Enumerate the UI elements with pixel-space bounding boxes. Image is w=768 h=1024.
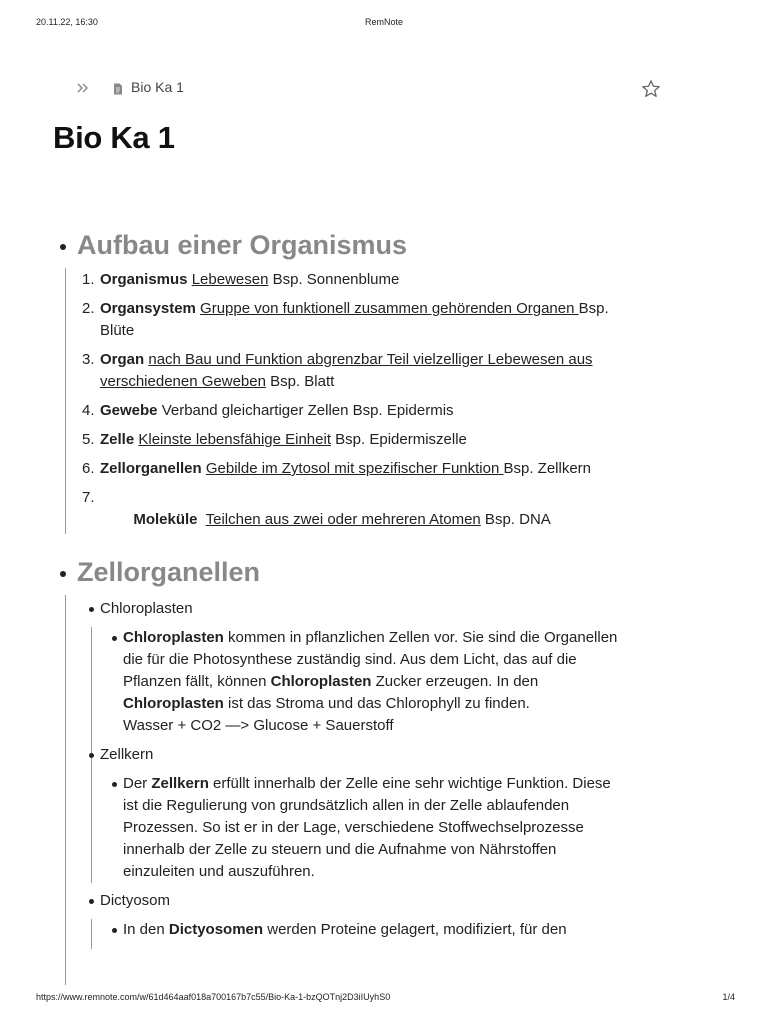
section-aufbau xyxy=(58,228,638,553)
document-content xyxy=(58,228,638,948)
item-label: Dictyosom xyxy=(100,892,171,909)
detail-text: erfüllt innerhalb der Zelle eine sehr wichtige Funktion. Diese ist die Regulierung von grundsätzlich allen in der Zelle ablaufenden Prozessen. So ist er in der Lage, verschiedene Stoffwechselprozesse innerhalb der Zelle zu steuern und die Aufnahme von Nährstoffen einzuleiten und auszuführen. xyxy=(123,775,611,880)
item-term: Moleküle xyxy=(133,511,198,528)
section-title: Zellorganellen xyxy=(77,557,261,587)
list-item[interactable] xyxy=(58,458,638,480)
expand-sidebar-icon[interactable] xyxy=(76,78,94,98)
list-item-detail[interactable] xyxy=(58,627,623,737)
list-item-dictyosom[interactable] xyxy=(58,890,638,912)
item-sep xyxy=(198,511,206,528)
bullet-icon[interactable] xyxy=(112,928,117,933)
item-example: Bsp. Sonnenblume xyxy=(268,271,400,288)
bullet-icon[interactable] xyxy=(89,607,94,612)
list-item-detail[interactable] xyxy=(58,773,623,883)
list-item[interactable] xyxy=(58,298,638,342)
item-number: 2. xyxy=(82,300,95,317)
list-item[interactable] xyxy=(58,400,638,422)
list-item[interactable] xyxy=(58,429,638,451)
item-number: 5. xyxy=(82,431,95,448)
bold-term: Zellkern xyxy=(151,775,209,792)
detail-text: ist das Stroma und das Chlorophyll zu finden. xyxy=(223,695,530,712)
item-example: Verband gleichartiger Zellen Bsp. Epidermis xyxy=(161,402,454,419)
zellkern-children xyxy=(58,773,638,883)
organism-levels-list xyxy=(58,269,638,553)
item-term: Zellorganellen xyxy=(100,460,202,477)
list-item-zellkern[interactable] xyxy=(58,744,638,766)
item-label: Zellkern xyxy=(100,746,154,763)
item-example: Bsp. Blüte xyxy=(100,300,609,339)
bullet-icon[interactable] xyxy=(89,899,94,904)
page-title: Bio Ka 1 xyxy=(53,120,175,155)
equation-text: Wasser + CO2 —> Glucose + Sauerstoff xyxy=(123,717,394,734)
list-item-chloroplasten[interactable] xyxy=(58,598,638,620)
item-number: 4. xyxy=(82,402,95,419)
item-definition: Kleinste lebensfähige Einheit xyxy=(138,431,331,448)
item-label: Chloroplasten xyxy=(100,600,193,617)
item-example: Bsp. Epidermiszelle xyxy=(331,431,467,448)
document-icon xyxy=(113,82,123,94)
print-url: https://www.remnote.com/w/61d464aaf018a700167b7c55/Bio-Ka-1-bzQOTnj2D3iIUyhS0 xyxy=(36,992,391,1002)
item-number: 7. xyxy=(82,489,95,506)
breadcrumb-document[interactable]: Bio Ka 1 xyxy=(131,79,184,95)
item-definition: Lebewesen xyxy=(191,271,269,288)
item-term: Zelle xyxy=(100,431,135,448)
chloroplasten-children xyxy=(58,627,638,737)
star-icon[interactable] xyxy=(640,78,662,100)
breadcrumb xyxy=(76,78,666,100)
bullet-icon[interactable] xyxy=(89,753,94,758)
section-header[interactable] xyxy=(58,228,638,268)
section-header[interactable] xyxy=(58,555,638,595)
print-datetime: 20.11.22, 16:30 xyxy=(36,17,98,27)
item-definition: Gruppe von funktionell zusammen gehörenden Organen xyxy=(200,300,579,317)
item-number: 1. xyxy=(82,271,95,288)
bullet-icon[interactable] xyxy=(112,636,117,641)
print-page-number: 1/4 xyxy=(722,992,735,1002)
bullet-icon[interactable] xyxy=(112,782,117,787)
list-item[interactable] xyxy=(58,349,638,393)
list-item[interactable] xyxy=(58,487,638,553)
detail-text: In den xyxy=(123,921,169,938)
list-item[interactable] xyxy=(58,269,638,291)
bold-term: Chloroplasten xyxy=(270,673,372,690)
item-number: 6. xyxy=(82,460,95,477)
item-term: Organ xyxy=(100,351,145,368)
item-definition: Gebilde im Zytosol mit spezifischer Funktion xyxy=(205,460,504,477)
detail-text: kommen in pflanzlichen Zellen vor. Sie sind die Organellen die für die Photosynthese zuständig sind. Aus dem Licht, das auf die Pflanzen fällt, können xyxy=(123,629,618,690)
item-example: Bsp. DNA xyxy=(480,511,551,528)
bold-term: Chloroplasten xyxy=(123,695,224,712)
bold-term: Dictyosomen xyxy=(168,921,264,938)
item-term: Organsystem xyxy=(100,300,196,317)
print-header xyxy=(0,17,768,31)
detail-text: Der xyxy=(123,775,152,792)
section-title: Aufbau einer Organismus xyxy=(77,230,408,260)
item-example: Bsp. Zellkern xyxy=(503,460,592,477)
item-definition: Teilchen aus zwei oder mehreren Atomen xyxy=(205,511,481,528)
bullet-icon[interactable] xyxy=(60,571,66,577)
item-example: Bsp. Blatt xyxy=(265,373,335,390)
list-item-detail[interactable] xyxy=(58,919,623,941)
bullet-icon[interactable] xyxy=(60,244,66,250)
section-zellorganellen xyxy=(58,555,638,941)
item-number: 3. xyxy=(82,351,95,368)
bold-term: Chloroplasten xyxy=(123,629,224,646)
item-term: Gewebe xyxy=(100,402,158,419)
detail-text: werden Proteine gelagert, modifiziert, für den xyxy=(263,921,567,938)
detail-text: Zucker erzeugen. In den xyxy=(371,673,539,690)
print-title: RemNote xyxy=(364,17,403,27)
dictyosom-children xyxy=(58,919,638,941)
item-term: Organismus xyxy=(100,271,188,288)
item-definition: nach Bau und Funktion abgrenzbar Teil vielzelliger Lebewesen aus verschiedenen Geweben xyxy=(100,351,593,390)
